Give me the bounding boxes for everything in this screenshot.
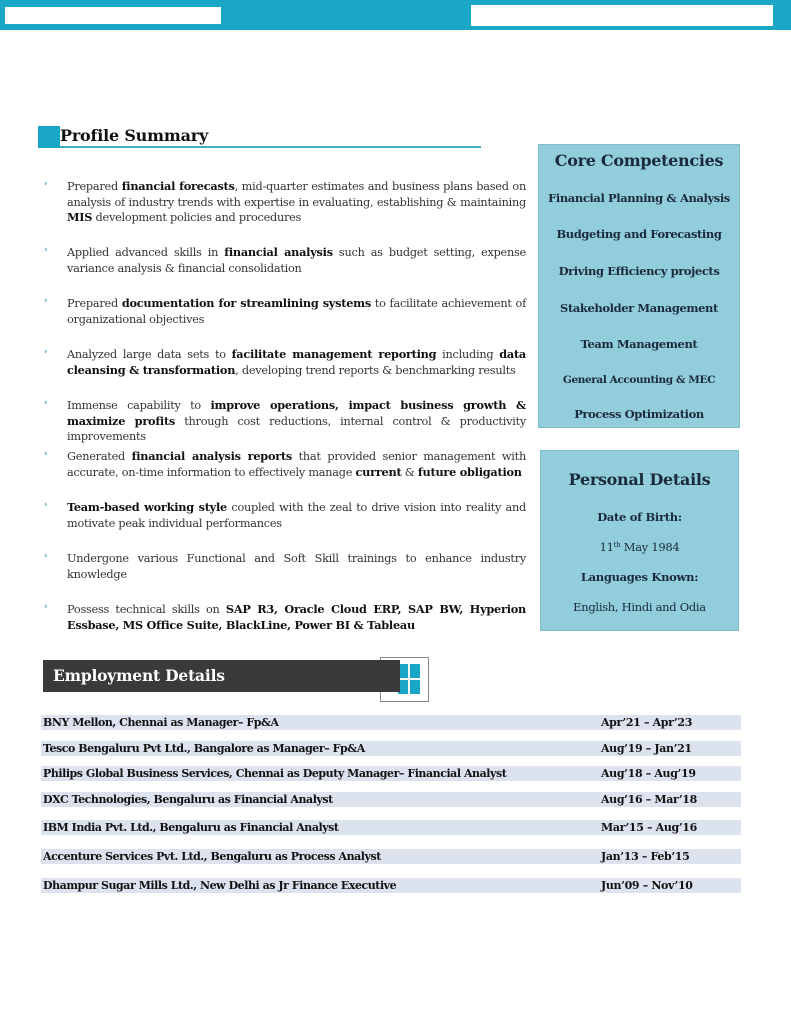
employment-header-bar — [43, 660, 400, 692]
chevron-right-icon: › — [44, 602, 48, 612]
chevron-right-icon: › — [44, 500, 48, 510]
table-row — [41, 741, 741, 756]
chevron-right-icon: › — [44, 398, 48, 408]
bullet-text: Undergone various Functional and Soft Skill trainings to enhance industry knowledge — [67, 552, 526, 581]
competency-item: Financial Planning & Analysis — [548, 191, 730, 205]
dob-suffix: th — [613, 541, 621, 549]
chevron-right-icon: › — [44, 449, 48, 459]
top-banner — [0, 0, 791, 30]
competency-item: Team Management — [580, 337, 698, 351]
bullet-text: Applied advanced skills in financial analysis such as budget setting, expense variance analysis & financial consolidation — [67, 245, 526, 275]
personal-details-box — [540, 450, 739, 631]
section-underline — [60, 146, 481, 148]
table-row — [41, 849, 741, 864]
core-competencies-box — [538, 144, 740, 428]
date-range: Jun’09 – Nov’10 — [601, 879, 693, 892]
employment-details-title: Employment Details — [53, 666, 225, 685]
dob-rest: May 1984 — [620, 540, 680, 554]
company-role: Philips Global Business Services, Chennai as Deputy Manager– Financial Analyst — [43, 767, 507, 780]
contact-placeholder-box — [471, 5, 773, 26]
bullet-text: Analyzed large data sets to facilitate management reporting including data cleansing & transformation, developing trend reports & benchmarking results — [67, 347, 527, 377]
bullet-text: Prepared documentation for streamlining systems to facilitate achievement of organizational objectives — [67, 296, 527, 326]
company-role: Tesco Bengaluru Pvt Ltd., Bangalore as Manager– Fp&A — [43, 742, 365, 755]
table-row — [41, 820, 741, 835]
competency-item: Stakeholder Management — [560, 301, 718, 315]
table-row — [41, 766, 741, 781]
table-row — [41, 878, 741, 893]
competency-item: Budgeting and Forecasting — [556, 227, 722, 241]
date-range: Aug’16 – Mar’18 — [601, 793, 697, 806]
competency-item: Process Optimization — [574, 407, 704, 421]
chevron-right-icon: › — [44, 245, 48, 255]
company-role: Accenture Services Pvt. Ltd., Bengaluru as Process Analyst — [43, 850, 381, 863]
date-range: Mar’15 – Aug’16 — [601, 821, 697, 834]
company-role: DXC Technologies, Bengaluru as Financial Analyst — [43, 793, 333, 806]
languages-label: Languages Known: — [580, 570, 699, 584]
dob-label: Date of Birth: — [597, 510, 682, 524]
bullet-text: Team-based working style coupled with the zeal to drive vision into reality and motivate peak individual performances — [67, 500, 526, 530]
languages-value: English, Hindi and Odia — [573, 600, 706, 614]
dob-day: 11 — [599, 540, 614, 554]
bullet-text: Immense capability to improve operations, impact business growth & maximize profits through cost reductions, internal control & productivity improvements — [67, 398, 527, 443]
table-row — [41, 792, 741, 807]
date-range: Aug’19 – Jan’21 — [601, 742, 692, 755]
section-marker-square — [38, 126, 60, 148]
competency-item: Driving Efficiency projects — [558, 264, 720, 278]
personal-details-title: Personal Details — [568, 470, 711, 489]
chevron-right-icon: › — [44, 347, 48, 357]
core-competencies-title: Core Competencies — [554, 151, 724, 170]
chevron-right-icon: › — [44, 179, 48, 189]
company-role: BNY Mellon, Chennai as Manager– Fp&A — [43, 716, 279, 729]
bullet-text: Generated financial analysis reports that provided senior management with accurate, on-time information to effectively manage current & future obligation — [67, 449, 526, 479]
name-placeholder-box — [5, 7, 221, 24]
table-row — [41, 715, 741, 730]
dob-value — [541, 540, 738, 554]
company-role: IBM India Pvt. Ltd., Bengaluru as Financial Analyst — [43, 821, 339, 834]
profile-summary-title: Profile Summary — [60, 126, 209, 145]
bullet-text: Possess technical skills on SAP R3, Oracle Cloud ERP, SAP BW, Hyperion Essbase, MS Office Suite, BlackLine, Power BI & Tableau — [67, 602, 526, 632]
competency-item: General Accounting & MEC — [562, 374, 716, 386]
date-range: Aug’18 – Aug’19 — [601, 767, 696, 780]
date-range: Apr’21 – Apr’23 — [601, 716, 693, 729]
date-range: Jan’13 – Feb’15 — [601, 850, 690, 863]
chevron-right-icon: › — [44, 551, 48, 561]
chevron-right-icon: › — [44, 296, 48, 306]
bullet-text: Prepared financial forecasts, mid-quarter estimates and business plans based on analysis of industry trends with expertise in evaluating, establishing & maintaining MIS development policies and procedures — [67, 179, 526, 224]
company-role: Dhampur Sugar Mills Ltd., New Delhi as Jr Finance Executive — [43, 879, 397, 892]
grid-icon — [398, 664, 420, 694]
